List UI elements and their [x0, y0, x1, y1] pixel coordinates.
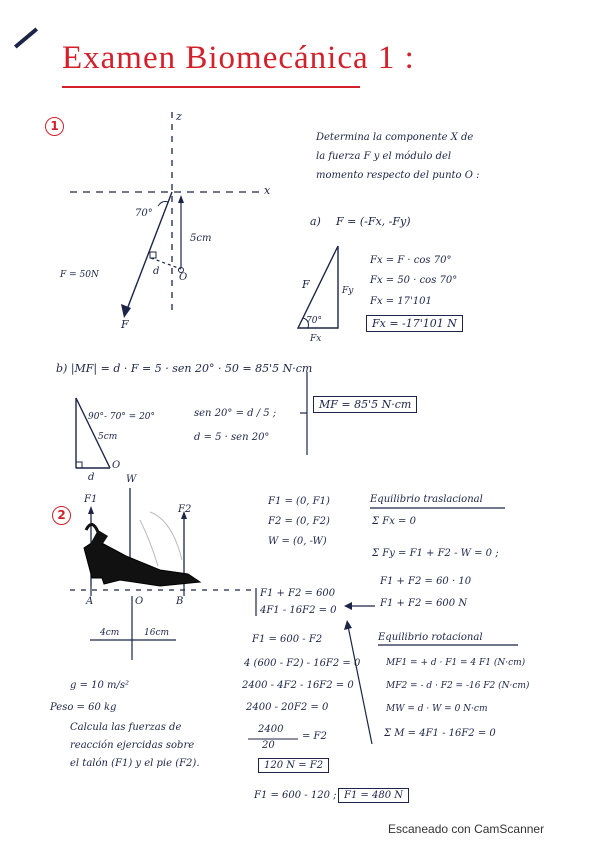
b-angle-calc: 90°- 70° = 20° [88, 412, 156, 422]
system-eq-2: 4F1 - 16F2 = 0 [260, 605, 337, 616]
b-d-label: d [88, 472, 95, 483]
problem-1-number: 1 [45, 117, 64, 136]
solve-step-1: F1 = 600 - F2 [252, 634, 323, 645]
moment-result: MF = 85'5 N·cm [313, 396, 417, 413]
angle-label: 70° [135, 208, 153, 219]
gravity-value: g = 10 m/s² [70, 680, 130, 691]
f1-diagram-label: F1 [84, 494, 98, 505]
vector-f1: F1 = (0, F1) [268, 496, 330, 507]
triangle-F-label: F [302, 278, 310, 291]
task-line-2: reacción ejercidas sobre [70, 740, 195, 751]
eq-tras-title: Equilibrio traslacional [370, 494, 483, 505]
p1-statement-line-2: la fuerza F y el módulo del [316, 151, 452, 162]
eq-tras-2: Σ Fy = F1 + F2 - W = 0 ; [372, 548, 499, 559]
task-line-3: el talón (F1) y el pie (F2). [70, 758, 200, 769]
problem-2-number: 2 [52, 506, 71, 525]
vector-f2: F2 = (0, F2) [268, 516, 330, 527]
f2-diagram-label: F2 [178, 504, 192, 515]
dist-16cm: 16cm [144, 628, 170, 638]
part-a-label: a) [310, 215, 321, 228]
fx-step-3: Fx = 17'101 [370, 296, 432, 307]
solve-step-5-rhs: = F2 [302, 731, 327, 742]
point-a-label: A [86, 596, 94, 607]
fx-step-2: Fx = 50 · cos 70° [370, 275, 458, 286]
dist-4cm: 4cm [100, 628, 120, 638]
point-b-label: B [176, 596, 184, 607]
solve-step-5-num: 2400 [258, 724, 284, 735]
triangle-angle-label: 70° [306, 316, 322, 326]
b-d-equation: d = 5 · sen 20° [194, 432, 270, 443]
point-o-label: O [179, 272, 188, 283]
p1-statement-line-3: momento respecto del punto O : [316, 170, 480, 181]
eq-rot-title: Equilibrio rotacional [378, 632, 483, 643]
weight-value: Peso = 60 kg [50, 702, 117, 713]
eq-rot-2: MF2 = - d · F2 = -16 F2 (N·cm) [386, 681, 530, 691]
b-sen-equation: sen 20° = d / 5 ; [194, 408, 277, 419]
triangle-Fy-label: Fy [342, 286, 354, 296]
f2-result: 120 N = F2 [258, 758, 329, 773]
eq-tras-1: Σ Fx = 0 [372, 516, 416, 527]
axis-z-label: z [176, 110, 182, 123]
w-diagram-label: W [126, 474, 137, 485]
part-a-equation: F = (-Fx, -Fy) [336, 215, 411, 228]
eq-rot-1: MF1 = + d · F1 = 4 F1 (N·cm) [386, 658, 526, 668]
solve-step-2: 4 (600 - F2) - 16F2 = 0 [244, 658, 361, 669]
solve-step-3: 2400 - 4F2 - 16F2 = 0 [242, 680, 354, 691]
solve-step-5-den: 20 [262, 740, 275, 751]
f1-result: F1 = 480 N [338, 788, 409, 803]
point-o2-label: O [135, 596, 144, 607]
p1-statement-line-1: Determina la componente X de [316, 132, 474, 143]
triangle-Fx-label: Fx [310, 334, 322, 344]
force-vector-label: F [121, 318, 129, 331]
eq-tras-4: F1 + F2 = 600 N [380, 598, 468, 609]
eq-rot-4: Σ M = 4F1 - 16F2 = 0 [384, 728, 496, 739]
distance-label: 5cm [190, 233, 212, 244]
b-5cm-label: 5cm [98, 432, 118, 442]
solve-step-4: 2400 - 20F2 = 0 [246, 702, 329, 713]
eq-rot-3: MW = d · W = 0 N·cm [386, 704, 488, 714]
force-given: F = 50N [60, 270, 99, 280]
page-title: Examen Biomecánica 1 : [62, 40, 415, 76]
fx-result: Fx = -17'101 N [366, 315, 463, 332]
axis-x-label: x [264, 184, 271, 197]
eq-tras-3: F1 + F2 = 60 · 10 [380, 576, 472, 587]
task-line-1: Calcula las fuerzas de [70, 722, 182, 733]
solve-step-7: F1 = 600 - 120 ; [254, 790, 337, 801]
d-label: d [153, 266, 160, 277]
scanner-footer: Escaneado con CamScanner [388, 822, 545, 836]
fx-step-1: Fx = F · cos 70° [370, 255, 452, 266]
vector-w: W = (0, -W) [268, 536, 327, 547]
part-b-equation: b) |MF| = d · F = 5 · sen 20° · 50 = 85'5 N·cm [56, 362, 313, 375]
b-o-label: O [112, 460, 121, 471]
system-eq-1: F1 + F2 = 600 [260, 588, 336, 599]
